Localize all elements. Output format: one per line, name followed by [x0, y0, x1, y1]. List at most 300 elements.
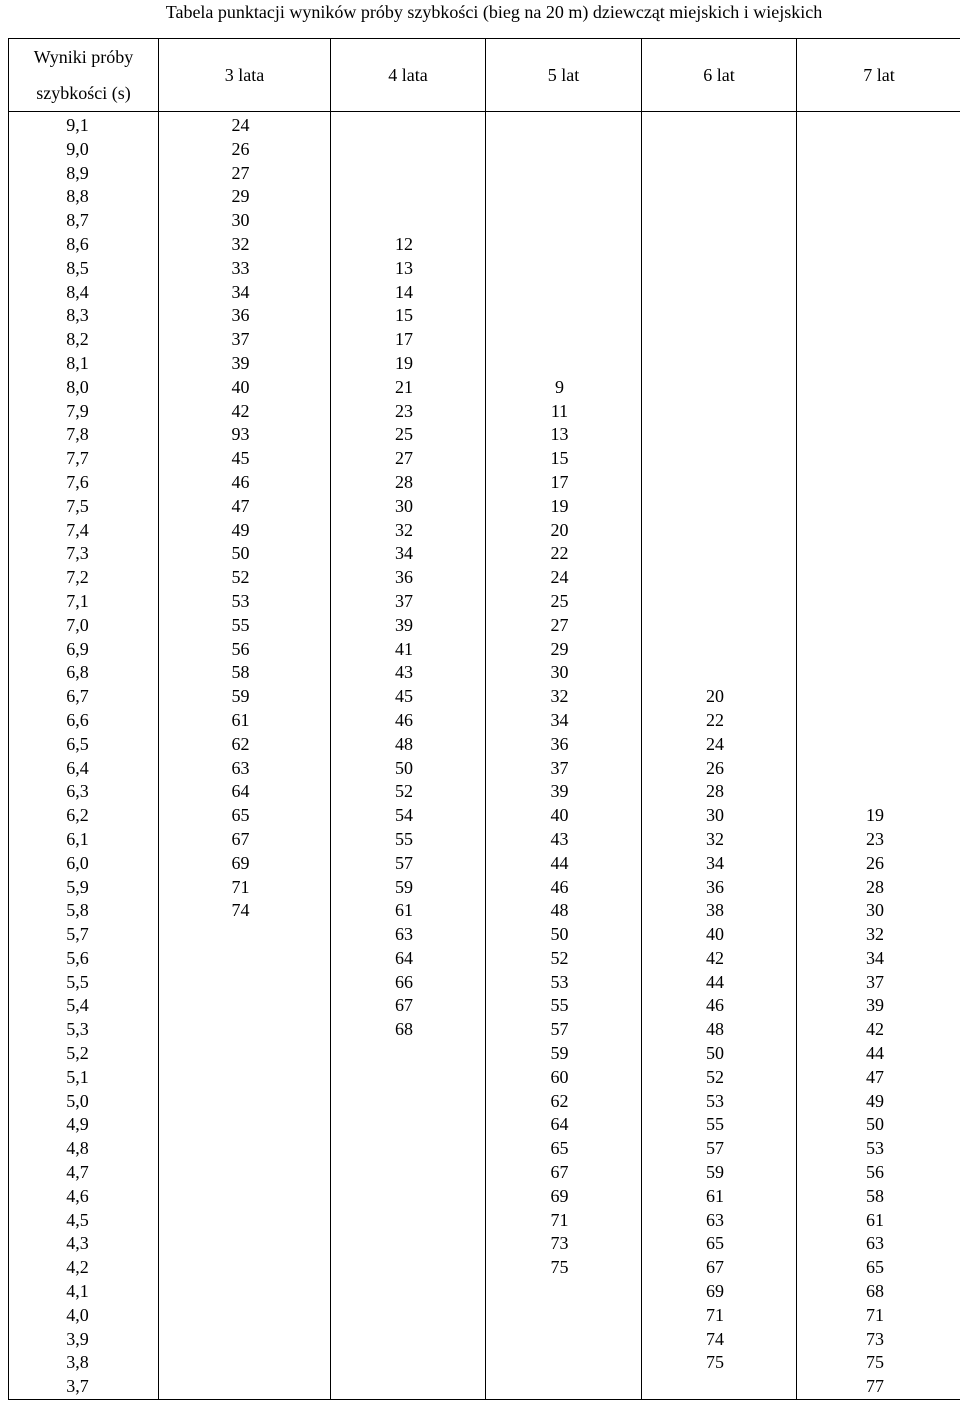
- score-cell: 57: [331, 852, 486, 876]
- result-cell: 6,2: [9, 804, 159, 828]
- score-cell: 24: [159, 112, 331, 138]
- table-row: [9, 542, 960, 566]
- result-cell: 5,9: [9, 876, 159, 900]
- table-row: [9, 162, 960, 186]
- score-cell: [797, 733, 960, 757]
- score-cell: [642, 661, 797, 685]
- score-cell: 50: [331, 757, 486, 781]
- score-cell: [486, 1351, 642, 1375]
- score-cell: 57: [486, 1018, 642, 1042]
- result-cell: 8,9: [9, 162, 159, 186]
- score-cell: 71: [159, 876, 331, 900]
- score-cell: 59: [486, 1042, 642, 1066]
- score-cell: 75: [486, 1256, 642, 1280]
- score-cell: 20: [486, 519, 642, 543]
- score-cell: 42: [159, 400, 331, 424]
- score-cell: 50: [797, 1113, 960, 1137]
- score-cell: 71: [642, 1304, 797, 1328]
- table-row: [9, 1042, 960, 1066]
- score-cell: 55: [159, 614, 331, 638]
- score-cell: 28: [331, 471, 486, 495]
- score-cell: [159, 1066, 331, 1090]
- score-cell: [642, 423, 797, 447]
- score-cell: [642, 257, 797, 281]
- score-cell: 69: [159, 852, 331, 876]
- result-cell: 8,5: [9, 257, 159, 281]
- score-cell: [486, 185, 642, 209]
- score-cell: 28: [642, 780, 797, 804]
- table-row: [9, 876, 960, 900]
- score-cell: 56: [797, 1161, 960, 1185]
- result-cell: 8,0: [9, 376, 159, 400]
- score-cell: 30: [486, 661, 642, 685]
- score-cell: 68: [797, 1280, 960, 1304]
- table-row: [9, 185, 960, 209]
- score-cell: 71: [797, 1304, 960, 1328]
- score-cell: [797, 709, 960, 733]
- score-cell: 59: [642, 1161, 797, 1185]
- table-row: [9, 304, 960, 328]
- score-cell: 40: [642, 923, 797, 947]
- score-cell: 9: [486, 376, 642, 400]
- score-cell: [331, 1328, 486, 1352]
- score-cell: [486, 1280, 642, 1304]
- score-cell: 36: [642, 876, 797, 900]
- score-cell: [797, 138, 960, 162]
- score-cell: [486, 1328, 642, 1352]
- score-cell: 39: [797, 994, 960, 1018]
- score-cell: 42: [797, 1018, 960, 1042]
- score-cell: 20: [642, 685, 797, 709]
- table-row: [9, 400, 960, 424]
- score-cell: 65: [486, 1137, 642, 1161]
- score-cell: [331, 1209, 486, 1233]
- score-cell: 15: [331, 304, 486, 328]
- score-cell: [486, 233, 642, 257]
- score-cell: [797, 661, 960, 685]
- score-cell: [331, 138, 486, 162]
- score-cell: 53: [159, 590, 331, 614]
- table-row: [9, 1018, 960, 1042]
- score-cell: 32: [642, 828, 797, 852]
- score-cell: [486, 138, 642, 162]
- score-cell: 73: [486, 1232, 642, 1256]
- result-cell: 6,8: [9, 661, 159, 685]
- score-cell: [159, 1042, 331, 1066]
- score-cell: 68: [331, 1018, 486, 1042]
- score-cell: 50: [642, 1042, 797, 1066]
- score-cell: 27: [486, 614, 642, 638]
- score-cell: 37: [159, 328, 331, 352]
- result-cell: 4,9: [9, 1113, 159, 1137]
- score-cell: [159, 1375, 331, 1399]
- score-cell: 22: [642, 709, 797, 733]
- result-cell: 8,1: [9, 352, 159, 376]
- score-cell: 37: [797, 971, 960, 995]
- result-cell: 6,7: [9, 685, 159, 709]
- table-row: [9, 685, 960, 709]
- score-cell: 34: [486, 709, 642, 733]
- score-cell: [797, 519, 960, 543]
- score-cell: 32: [159, 233, 331, 257]
- score-cell: [159, 994, 331, 1018]
- score-cell: 62: [159, 733, 331, 757]
- score-cell: 39: [159, 352, 331, 376]
- score-cell: [642, 447, 797, 471]
- score-cell: [642, 519, 797, 543]
- score-cell: 44: [486, 852, 642, 876]
- score-cell: [159, 1113, 331, 1137]
- score-cell: 61: [797, 1209, 960, 1233]
- score-cell: 27: [159, 162, 331, 186]
- header-col-7-lat: 7 lat: [797, 39, 960, 112]
- score-cell: 41: [331, 638, 486, 662]
- score-cell: 67: [331, 994, 486, 1018]
- score-table: [8, 38, 960, 1400]
- score-cell: [642, 614, 797, 638]
- score-cell: 32: [797, 923, 960, 947]
- score-cell: 64: [331, 947, 486, 971]
- table-row: [9, 519, 960, 543]
- score-cell: [642, 566, 797, 590]
- score-cell: [797, 257, 960, 281]
- score-cell: [159, 1090, 331, 1114]
- score-cell: 45: [331, 685, 486, 709]
- header-col-3-lata: 3 lata: [159, 39, 331, 112]
- score-cell: [797, 566, 960, 590]
- score-cell: [797, 495, 960, 519]
- table-row: [9, 447, 960, 471]
- result-cell: 6,9: [9, 638, 159, 662]
- score-cell: 39: [486, 780, 642, 804]
- score-cell: 63: [331, 923, 486, 947]
- result-cell: 7,4: [9, 519, 159, 543]
- header-result-line1: Wyniki próby: [33, 47, 134, 67]
- result-cell: 7,5: [9, 495, 159, 519]
- result-cell: 9,0: [9, 138, 159, 162]
- score-cell: 55: [642, 1113, 797, 1137]
- score-cell: 74: [159, 899, 331, 923]
- table-row: [9, 947, 960, 971]
- score-cell: 67: [159, 828, 331, 852]
- score-cell: 38: [642, 899, 797, 923]
- result-cell: 5,2: [9, 1042, 159, 1066]
- score-cell: [797, 112, 960, 138]
- score-cell: [486, 304, 642, 328]
- score-cell: 17: [486, 471, 642, 495]
- score-cell: 60: [486, 1066, 642, 1090]
- table-row: [9, 471, 960, 495]
- score-cell: [797, 447, 960, 471]
- score-cell: [486, 209, 642, 233]
- table-row: [9, 994, 960, 1018]
- score-cell: 52: [642, 1066, 797, 1090]
- score-cell: 48: [642, 1018, 797, 1042]
- table-row: [9, 138, 960, 162]
- result-cell: 7,7: [9, 447, 159, 471]
- score-cell: [642, 590, 797, 614]
- header-col-6-lat: 6 lat: [642, 39, 797, 112]
- table-row: [9, 1113, 960, 1137]
- table-row: [9, 638, 960, 662]
- result-cell: 3,9: [9, 1328, 159, 1352]
- result-cell: 4,8: [9, 1137, 159, 1161]
- score-cell: [159, 1137, 331, 1161]
- table-row: [9, 233, 960, 257]
- score-cell: 65: [797, 1256, 960, 1280]
- score-cell: [642, 112, 797, 138]
- score-cell: [331, 1351, 486, 1375]
- score-cell: 71: [486, 1209, 642, 1233]
- table-row: [9, 1256, 960, 1280]
- score-cell: [797, 400, 960, 424]
- score-cell: 43: [331, 661, 486, 685]
- table-row: [9, 1161, 960, 1185]
- table-row: [9, 852, 960, 876]
- table-row: [9, 780, 960, 804]
- score-cell: [642, 304, 797, 328]
- table-row: [9, 590, 960, 614]
- score-cell: [797, 471, 960, 495]
- score-cell: 23: [797, 828, 960, 852]
- score-cell: [797, 757, 960, 781]
- score-cell: 46: [159, 471, 331, 495]
- score-cell: 61: [642, 1185, 797, 1209]
- score-cell: 67: [642, 1256, 797, 1280]
- score-cell: 47: [159, 495, 331, 519]
- score-cell: 77: [797, 1375, 960, 1399]
- score-cell: [486, 1375, 642, 1399]
- result-cell: 8,6: [9, 233, 159, 257]
- score-cell: [331, 1375, 486, 1399]
- score-cell: 93: [159, 423, 331, 447]
- score-cell: [797, 233, 960, 257]
- score-cell: 32: [486, 685, 642, 709]
- table-row: [9, 661, 960, 685]
- score-cell: [797, 304, 960, 328]
- score-cell: 49: [797, 1090, 960, 1114]
- score-cell: 48: [486, 899, 642, 923]
- score-cell: [797, 281, 960, 305]
- header-result: [9, 39, 159, 112]
- result-cell: 8,2: [9, 328, 159, 352]
- result-cell: 5,0: [9, 1090, 159, 1114]
- score-cell: 63: [797, 1232, 960, 1256]
- score-cell: 37: [486, 757, 642, 781]
- score-cell: [642, 328, 797, 352]
- score-cell: [331, 1256, 486, 1280]
- score-cell: 19: [486, 495, 642, 519]
- score-cell: [486, 112, 642, 138]
- table-row: [9, 566, 960, 590]
- result-cell: 5,4: [9, 994, 159, 1018]
- score-cell: 36: [159, 304, 331, 328]
- score-cell: 29: [486, 638, 642, 662]
- result-cell: 7,8: [9, 423, 159, 447]
- score-cell: [486, 328, 642, 352]
- score-cell: [159, 971, 331, 995]
- score-cell: 34: [331, 542, 486, 566]
- score-cell: [797, 685, 960, 709]
- result-cell: 5,1: [9, 1066, 159, 1090]
- score-cell: 24: [486, 566, 642, 590]
- score-cell: [486, 352, 642, 376]
- score-cell: 55: [331, 828, 486, 852]
- score-cell: 46: [331, 709, 486, 733]
- score-cell: 30: [642, 804, 797, 828]
- score-cell: 52: [331, 780, 486, 804]
- score-cell: 30: [159, 209, 331, 233]
- score-cell: [159, 1256, 331, 1280]
- score-cell: [159, 1232, 331, 1256]
- result-cell: 4,2: [9, 1256, 159, 1280]
- table-row: [9, 1185, 960, 1209]
- score-cell: 63: [642, 1209, 797, 1233]
- header-row: [9, 39, 960, 112]
- table-row: [9, 352, 960, 376]
- score-cell: [797, 542, 960, 566]
- result-cell: 8,8: [9, 185, 159, 209]
- score-cell: [642, 400, 797, 424]
- result-cell: 6,6: [9, 709, 159, 733]
- score-cell: [486, 1304, 642, 1328]
- score-cell: [642, 542, 797, 566]
- score-cell: 26: [642, 757, 797, 781]
- score-cell: 49: [159, 519, 331, 543]
- score-cell: 37: [331, 590, 486, 614]
- table-row: [9, 1090, 960, 1114]
- score-cell: 25: [331, 423, 486, 447]
- result-cell: 6,1: [9, 828, 159, 852]
- score-cell: 53: [642, 1090, 797, 1114]
- score-cell: 14: [331, 281, 486, 305]
- score-cell: [642, 638, 797, 662]
- score-cell: [331, 1090, 486, 1114]
- score-cell: [159, 1209, 331, 1233]
- result-cell: 4,6: [9, 1185, 159, 1209]
- score-cell: 29: [159, 185, 331, 209]
- score-cell: 46: [486, 876, 642, 900]
- result-cell: 6,0: [9, 852, 159, 876]
- table-row: [9, 899, 960, 923]
- table-row: [9, 209, 960, 233]
- result-cell: 4,3: [9, 1232, 159, 1256]
- score-cell: 52: [486, 947, 642, 971]
- table-row: [9, 1232, 960, 1256]
- score-cell: [797, 209, 960, 233]
- result-cell: 5,7: [9, 923, 159, 947]
- table-row: [9, 828, 960, 852]
- score-cell: [797, 423, 960, 447]
- score-cell: 19: [331, 352, 486, 376]
- score-cell: [797, 185, 960, 209]
- result-cell: 6,4: [9, 757, 159, 781]
- result-cell: 8,4: [9, 281, 159, 305]
- result-cell: 7,1: [9, 590, 159, 614]
- score-cell: [331, 1280, 486, 1304]
- score-cell: 75: [797, 1351, 960, 1375]
- score-cell: 30: [797, 899, 960, 923]
- score-cell: [642, 162, 797, 186]
- result-cell: 5,8: [9, 899, 159, 923]
- score-cell: [642, 281, 797, 305]
- score-cell: [486, 162, 642, 186]
- score-cell: [797, 328, 960, 352]
- table-row: [9, 923, 960, 947]
- score-cell: 59: [159, 685, 331, 709]
- table-row: [9, 709, 960, 733]
- table-row: [9, 614, 960, 638]
- table-row: [9, 112, 960, 138]
- score-cell: [331, 112, 486, 138]
- score-cell: [331, 1232, 486, 1256]
- score-cell: [331, 1042, 486, 1066]
- result-cell: 4,0: [9, 1304, 159, 1328]
- score-cell: 75: [642, 1351, 797, 1375]
- score-cell: 58: [797, 1185, 960, 1209]
- table-row: [9, 1066, 960, 1090]
- score-cell: 13: [331, 257, 486, 281]
- score-cell: 34: [797, 947, 960, 971]
- table-row: [9, 1304, 960, 1328]
- table-row: [9, 328, 960, 352]
- score-cell: [642, 471, 797, 495]
- score-cell: 44: [642, 971, 797, 995]
- score-cell: 24: [642, 733, 797, 757]
- score-cell: [331, 1137, 486, 1161]
- table-row: [9, 1209, 960, 1233]
- score-cell: 53: [797, 1137, 960, 1161]
- score-cell: 46: [642, 994, 797, 1018]
- score-cell: 59: [331, 876, 486, 900]
- score-cell: 40: [159, 376, 331, 400]
- score-cell: [331, 1161, 486, 1185]
- score-cell: 22: [486, 542, 642, 566]
- score-cell: 13: [486, 423, 642, 447]
- score-cell: 64: [486, 1113, 642, 1137]
- score-cell: 48: [331, 733, 486, 757]
- table-row: [9, 281, 960, 305]
- table-row: [9, 376, 960, 400]
- score-cell: 23: [331, 400, 486, 424]
- header-col-4-lata: 4 lata: [331, 39, 486, 112]
- score-cell: 26: [159, 138, 331, 162]
- table-row: [9, 971, 960, 995]
- header-result-line2: szybkości (s): [36, 83, 131, 103]
- score-cell: 40: [486, 804, 642, 828]
- score-cell: 34: [642, 852, 797, 876]
- score-cell: [797, 780, 960, 804]
- score-cell: [331, 1113, 486, 1137]
- score-cell: [797, 590, 960, 614]
- score-cell: 69: [642, 1280, 797, 1304]
- result-cell: 8,3: [9, 304, 159, 328]
- score-cell: 21: [331, 376, 486, 400]
- score-cell: 53: [486, 971, 642, 995]
- score-cell: 44: [797, 1042, 960, 1066]
- score-cell: 66: [331, 971, 486, 995]
- table-row: [9, 733, 960, 757]
- score-cell: 36: [486, 733, 642, 757]
- result-cell: 3,8: [9, 1351, 159, 1375]
- table-row: [9, 257, 960, 281]
- score-cell: [331, 1066, 486, 1090]
- table-body: [9, 112, 960, 1400]
- score-cell: 36: [331, 566, 486, 590]
- score-cell: [331, 1304, 486, 1328]
- table-row: [9, 804, 960, 828]
- result-cell: 9,1: [9, 112, 159, 138]
